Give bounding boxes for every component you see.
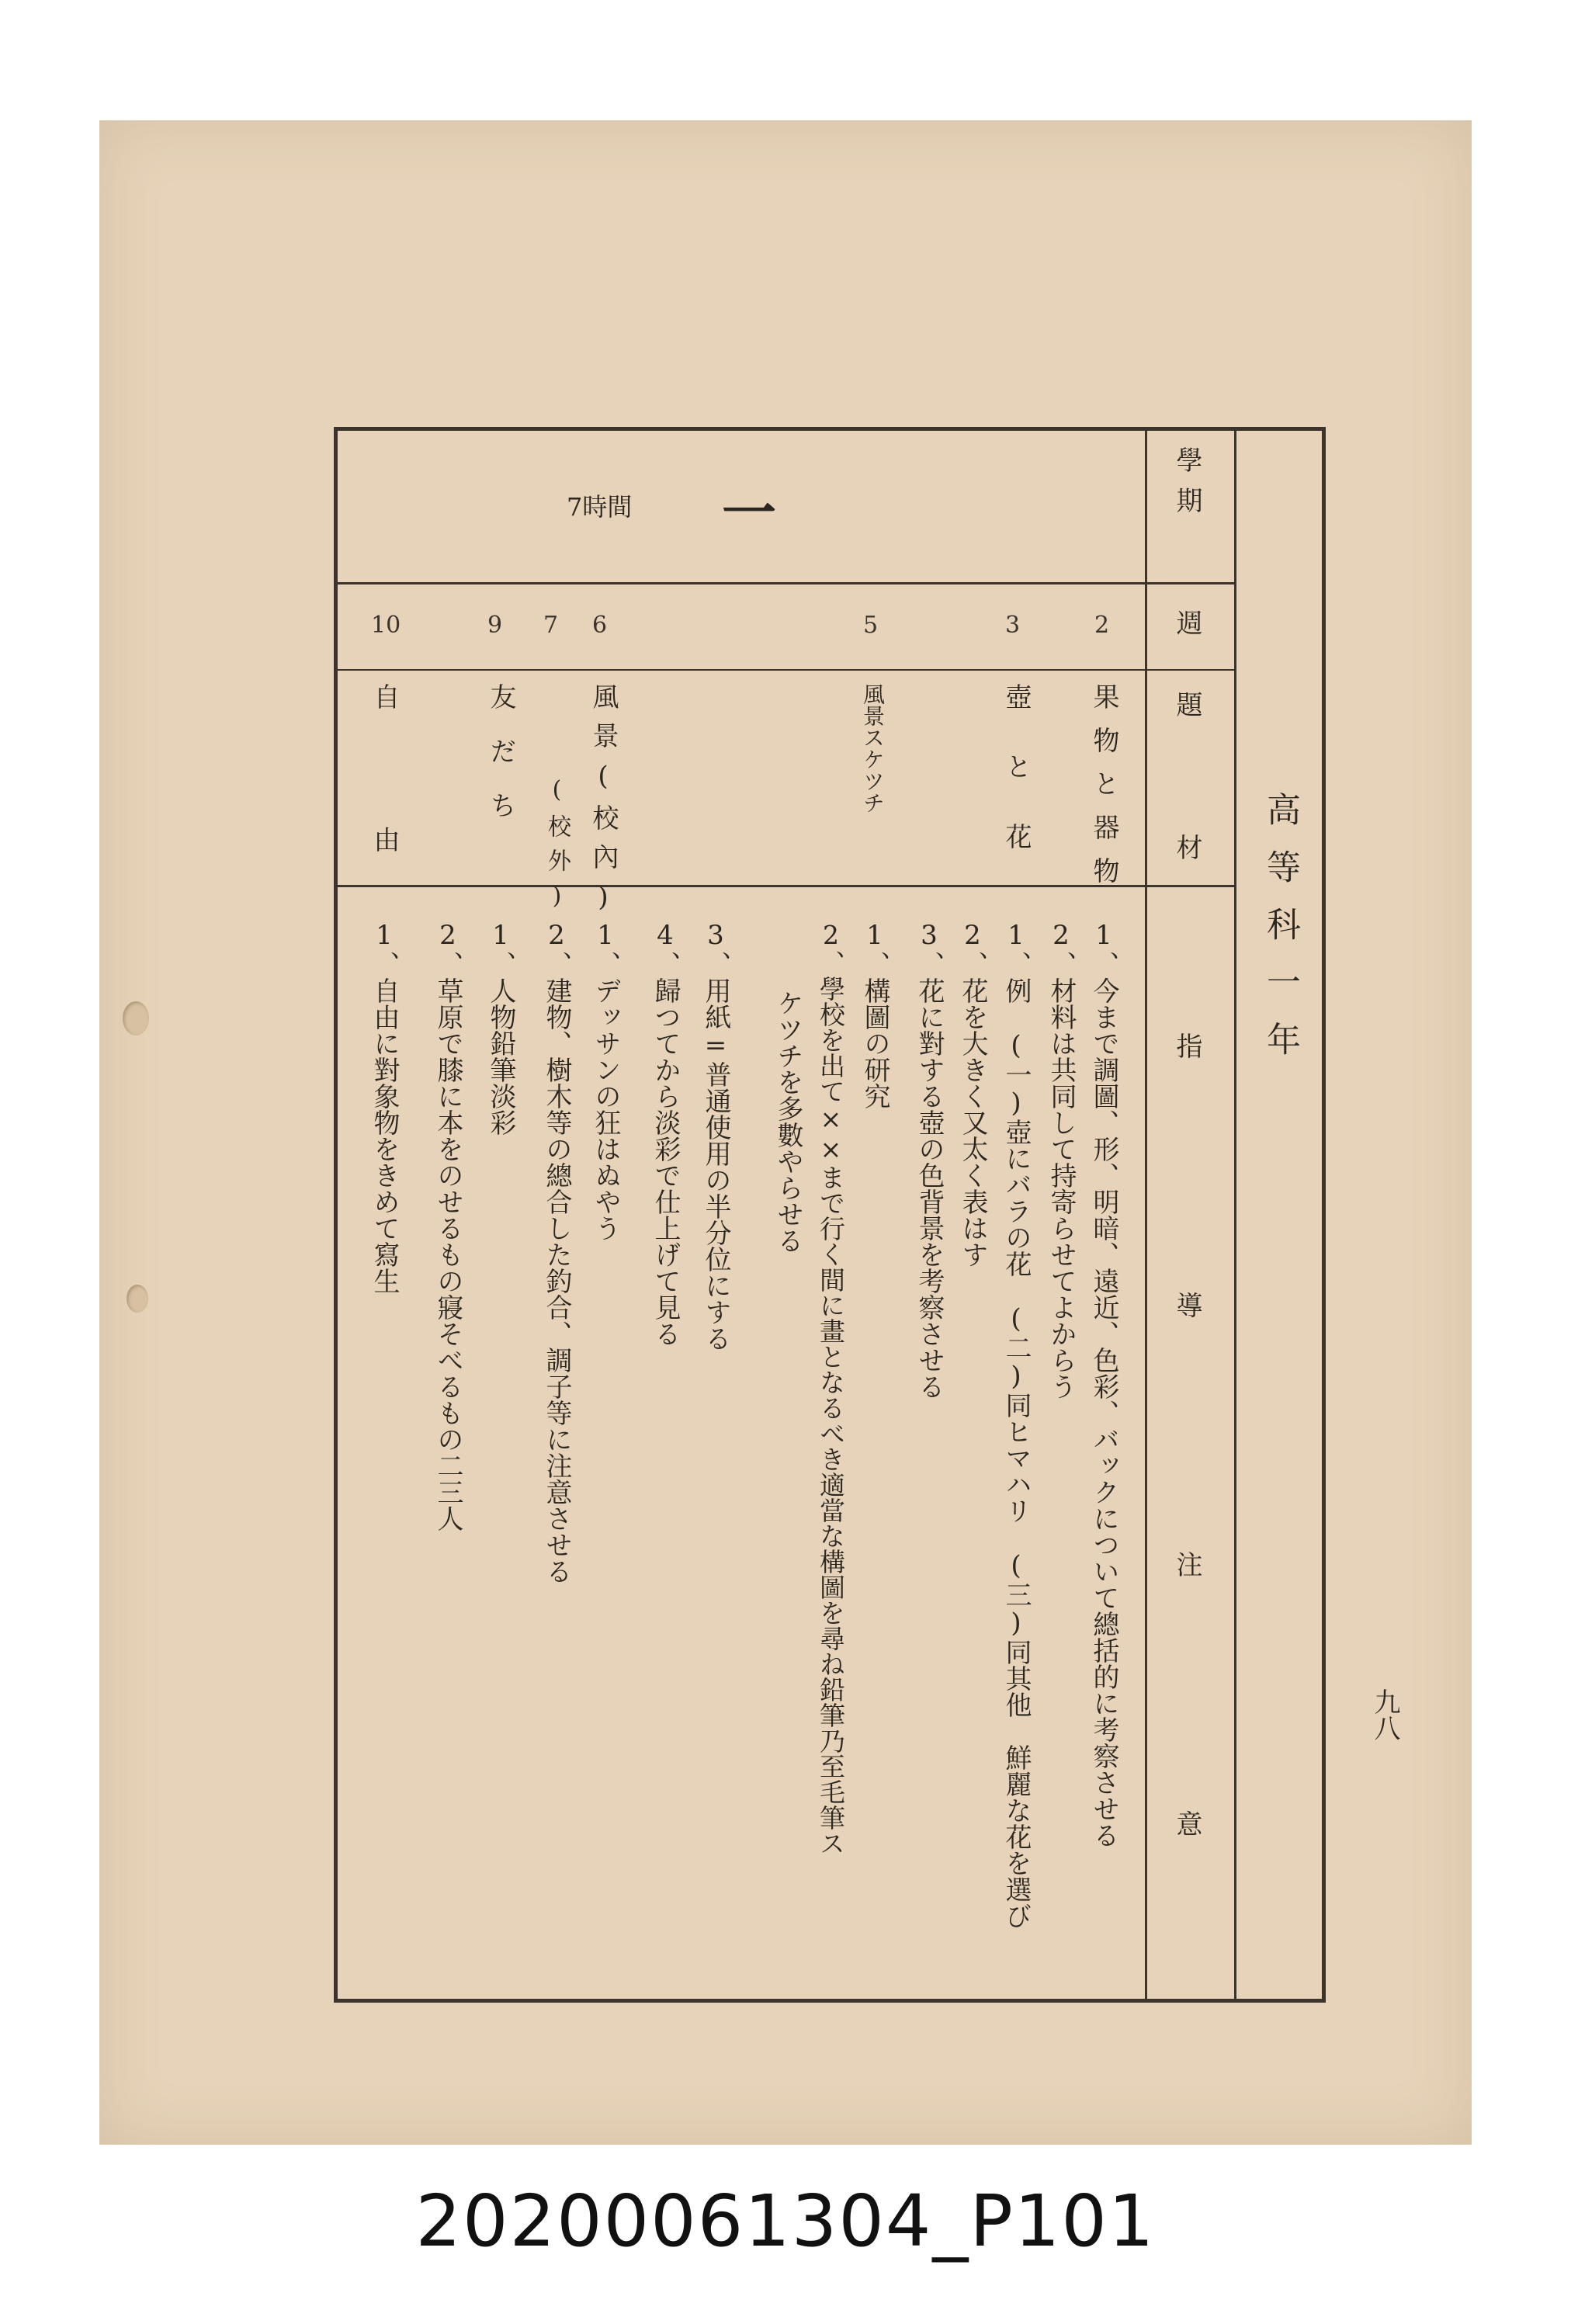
header-column-rule	[1234, 427, 1236, 2003]
topic-text: 風景(校內)	[588, 683, 619, 925]
term-value: 一	[722, 480, 776, 545]
note-line: 1、デッサンの狂はぬやう	[590, 920, 621, 1241]
term-hours: 7時間	[567, 492, 633, 522]
header-label-rule	[1145, 669, 1234, 671]
table-border-left	[334, 427, 338, 2003]
page-number: 九八	[1369, 1688, 1400, 1741]
note-line: ケツチを多數やらせる	[772, 990, 803, 1254]
punch-hole	[123, 1001, 149, 1035]
week-number: 10	[371, 612, 401, 639]
page-title: 高等科一年	[1261, 792, 1300, 1079]
note-line: 1、例 (一)壺にバラの花 (二)同ヒマハリ (三)同其他 鮮麗な花を選び	[1001, 920, 1032, 1929]
topic-text: 自由	[369, 683, 400, 969]
topic-text: (校外)	[543, 776, 570, 921]
week-number: 3	[1005, 612, 1021, 639]
note-line: 1、構圖の研究	[859, 920, 890, 1109]
header-topic: 題材	[1171, 691, 1202, 976]
note-line: 2、花を大きく又太く表はす	[957, 920, 988, 1268]
header-column-rule	[1145, 427, 1147, 2003]
note-line: 1、自由に對象物をきめて寫生	[369, 920, 400, 1294]
image-caption: 20200061304_P101	[415, 2180, 1156, 2263]
topic-text: 友だち	[485, 683, 516, 846]
week-number: 7	[543, 612, 559, 639]
week-row-rule	[334, 669, 1234, 671]
note-line: 2、建物、樹木等の總合した釣合、調子等に注意させる	[541, 920, 572, 1584]
note-line: 1、人物鉛筆淡彩	[485, 920, 516, 1136]
header-week: 週	[1171, 609, 1202, 636]
term-row-rule	[334, 582, 1234, 584]
week-number: 2	[1094, 612, 1110, 639]
week-number: 6	[592, 612, 608, 639]
note-line: 2、材料は共同して持寄らせてよからう	[1046, 920, 1077, 1400]
week-number: 5	[863, 612, 879, 639]
header-label-rule	[1145, 582, 1234, 584]
note-line: 2、學校を出て××まで行く間に畫となるべき適當な構圖を尋ね鉛筆乃至毛筆ス	[816, 920, 846, 1856]
header-notes: 指導注意	[1171, 1032, 1202, 2069]
note-line: 4、歸つてから淡彩で仕上げて見る	[650, 920, 681, 1347]
note-line: 3、花に對する壺の色背景を考察させる	[914, 920, 945, 1400]
note-line: 3、用紙=普通使用の半分位にする	[700, 920, 731, 1351]
topic-text: 風景スケツチ	[860, 683, 886, 813]
note-line: 1、今まで調圖、形、明暗、遠近、色彩、バックについて總括的に考察させる	[1088, 920, 1119, 1848]
header-term: 學期	[1171, 446, 1202, 527]
topic-text: 果物と器物	[1088, 683, 1119, 900]
topic-text: 壺と花	[1001, 683, 1032, 893]
table-border-right	[1322, 427, 1326, 2003]
note-line: 2、草原で膝に本をのせるもの寢そべるもの二三人	[432, 920, 463, 1531]
week-number: 9	[487, 612, 503, 639]
table-border-top	[334, 427, 1326, 431]
punch-hole	[127, 1285, 148, 1313]
